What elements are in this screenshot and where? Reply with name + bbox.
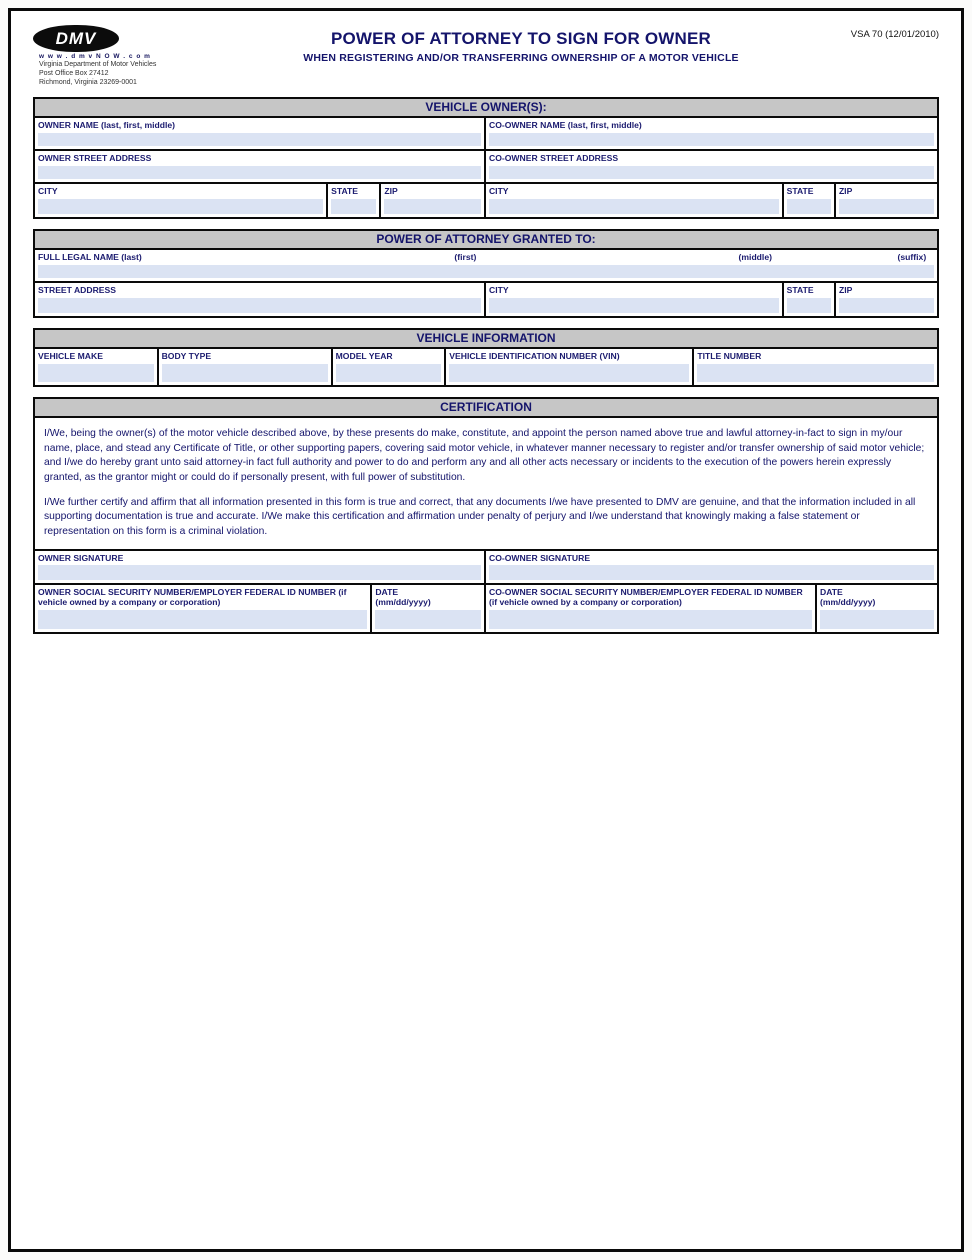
dmv-address-line: Post Office Box 27412 (39, 69, 109, 77)
section-header-vehicle-owners: VEHICLE OWNER(S): (35, 99, 937, 118)
poa-street-cell (35, 283, 486, 316)
poa-zip-cell (836, 283, 937, 316)
co-owner-signature-input[interactable] (489, 565, 934, 579)
vehicle-make-cell (35, 349, 159, 385)
co-owner-state-input[interactable] (787, 199, 831, 214)
vehicle-make-label: VEHICLE MAKE (38, 351, 103, 362)
owner-state-label: STATE (331, 186, 359, 197)
section-vehicle-owners (33, 97, 939, 219)
owner-street-cell (35, 151, 486, 182)
form-subtitle: WHEN REGISTERING AND/OR TRANSFERRING OWNERSHIP OF A MOTOR VEHICLE (303, 52, 739, 64)
form-number: VSA 70 (12/01/2010) (850, 29, 939, 40)
poa-full-name-cell (35, 250, 937, 281)
ssn-date-row (35, 585, 937, 632)
co-owner-signature-label: CO-OWNER SIGNATURE (489, 552, 591, 563)
owner-city-input[interactable] (38, 199, 323, 214)
owner-name-input[interactable] (38, 133, 481, 146)
owner-street-label: OWNER STREET ADDRESS (38, 153, 152, 164)
co-owner-city-input[interactable] (489, 199, 779, 214)
poa-state-input[interactable] (787, 298, 831, 313)
poa-state-label: STATE (786, 285, 814, 296)
owner-state-input[interactable] (331, 199, 376, 214)
owner-ssn-cell (35, 585, 372, 632)
co-owner-zip-cell (836, 184, 937, 217)
section-header-vehicle-information: VEHICLE INFORMATION (35, 330, 937, 349)
co-owner-city-label: CITY (488, 186, 509, 197)
dmv-address (39, 61, 245, 87)
owner-date-label (372, 585, 484, 609)
poa-state-cell (784, 283, 836, 316)
dmv-address-line: Virginia Department of Motor Vehicles (39, 61, 157, 68)
owner-name-label: OWNER NAME (last, first, middle) (38, 120, 176, 131)
co-owner-date-cell (817, 585, 937, 632)
dmv-logo (33, 25, 245, 87)
poa-address-row (35, 283, 937, 316)
owner-signature-input[interactable] (38, 565, 481, 579)
owner-signature-cell (35, 551, 486, 583)
owner-street-row (35, 151, 937, 184)
dmv-logo-url: w w w . d m v N O W . c o m (39, 53, 151, 60)
poa-zip-input[interactable] (839, 298, 934, 313)
co-owner-street-cell (486, 151, 937, 182)
vehicle-make-input[interactable] (38, 364, 154, 382)
poa-name-row (35, 250, 937, 283)
title-number-input[interactable] (697, 364, 934, 382)
certification-paragraph-1: I/We, being the owner(s) of the motor vehicle described above, by these presents do make, constitute, and appoint the person named above true and lawful attorney-in-fact to sign in my/our name, place, and stead any Certificate of Title, or other supporting papers, covering said motor vehicle, in whatever manner necessary to register and/or transfer ownership of said motor vehicle; and I/we do hereby grant unto said attorney-in fact full authority and power to do and perform any and all other acts necessary or incidents to the execution of the powers herein expressly granted, as the grantor might or could do if personally present, with full power of substitution. (44, 428, 925, 484)
owner-zip-cell (381, 184, 486, 217)
vehicle-info-row (35, 349, 937, 385)
title-block (245, 25, 797, 64)
title-number-cell (694, 349, 937, 385)
poa-city-cell (486, 283, 784, 316)
owner-name-row (35, 118, 937, 151)
co-owner-zip-label: ZIP (838, 186, 853, 197)
co-owner-state-label: STATE (786, 186, 814, 197)
body-type-cell (159, 349, 333, 385)
poa-city-label: CITY (489, 285, 509, 296)
dmv-logo-icon (33, 25, 119, 52)
owner-ssn-input[interactable] (38, 610, 367, 629)
owner-city-cell (35, 184, 328, 217)
body-type-label: BODY TYPE (161, 351, 212, 362)
vin-cell (446, 349, 694, 385)
poa-first-label: (first) (454, 252, 477, 263)
section-certification (33, 397, 939, 633)
date-format-text: (mm/dd/yyyy) (820, 597, 876, 608)
owner-state-cell (328, 184, 381, 217)
co-owner-date-input[interactable] (820, 610, 934, 629)
poa-suffix-label: (suffix) (897, 252, 927, 263)
owner-city-state-zip-row (35, 184, 937, 217)
owner-date-cell (372, 585, 486, 632)
owner-zip-label: ZIP (384, 186, 398, 197)
date-label-text: DATE (375, 586, 399, 597)
model-year-cell (333, 349, 447, 385)
co-owner-name-label: CO-OWNER NAME (last, first, middle) (489, 120, 642, 131)
vin-label: VEHICLE IDENTIFICATION NUMBER (VIN) (449, 351, 620, 362)
co-owner-city-cell (486, 184, 784, 217)
owner-city-label: CITY (38, 186, 58, 197)
co-owner-state-cell (784, 184, 836, 217)
certification-text (35, 418, 937, 550)
owner-street-input[interactable] (38, 166, 481, 179)
poa-city-input[interactable] (489, 298, 779, 313)
owner-signature-label: OWNER SIGNATURE (38, 552, 124, 563)
poa-zip-label: ZIP (838, 285, 853, 296)
owner-name-cell (35, 118, 486, 149)
body-type-input[interactable] (162, 364, 328, 382)
dmv-address-line: Richmond, Virginia 23269-0001 (39, 78, 137, 86)
owner-ssn-label: OWNER SOCIAL SECURITY NUMBER/EMPLOYER FEDERAL ID NUMBER (if vehicle owned by a company or corporation) (38, 586, 347, 608)
form-header (33, 25, 939, 87)
section-poa-granted-to (33, 229, 939, 318)
co-owner-signature-cell (486, 551, 937, 583)
co-owner-zip-input[interactable] (839, 199, 934, 214)
co-owner-name-cell (486, 118, 937, 149)
co-owner-ssn-input[interactable] (489, 610, 812, 629)
co-owner-street-label: CO-OWNER STREET ADDRESS (489, 153, 619, 164)
co-owner-date-label (817, 585, 937, 609)
certification-paragraph-2: I/We further certify and affirm that all information presented in this form is true and correct, that any documents I/we have presented to DMV are genuine, and that the information included in all supporting documentation is true and accurate. I/We make this certification and affirmation under penalty of perjury and I/we understand that knowingly making a false statement or representation on this form is a criminal violation. (44, 496, 916, 537)
form-title: POWER OF ATTORNEY TO SIGN FOR OWNER (330, 29, 712, 48)
form-frame (8, 8, 964, 1252)
title-number-label: TITLE NUMBER (697, 351, 762, 362)
owner-date-input[interactable] (375, 610, 481, 629)
poa-middle-label: (middle) (738, 252, 772, 263)
date-label-text: DATE (820, 586, 843, 597)
poa-full-name-input[interactable] (38, 265, 934, 278)
poa-full-name-label: FULL LEGAL NAME (last) (38, 252, 142, 263)
model-year-label: MODEL YEAR (335, 351, 393, 362)
section-header-poa: POWER OF ATTORNEY GRANTED TO: (35, 231, 937, 250)
model-year-input[interactable] (336, 364, 442, 382)
date-format-text: (mm/dd/yyyy) (375, 597, 431, 608)
section-header-certification: CERTIFICATION (35, 399, 937, 418)
signature-row (35, 551, 937, 585)
poa-street-label: STREET ADDRESS (38, 285, 116, 296)
vin-input[interactable] (449, 364, 689, 382)
owner-zip-input[interactable] (384, 199, 481, 214)
poa-street-input[interactable] (38, 298, 481, 313)
dmv-logo-text: DMV (55, 28, 97, 48)
section-vehicle-information (33, 328, 939, 387)
co-owner-name-input[interactable] (489, 133, 934, 146)
co-owner-ssn-label: CO-OWNER SOCIAL SECURITY NUMBER/EMPLOYER FEDERAL ID NUMBER (if vehicle owned by a company or corporation) (488, 586, 803, 608)
co-owner-ssn-cell (486, 585, 817, 632)
co-owner-street-input[interactable] (489, 166, 934, 179)
